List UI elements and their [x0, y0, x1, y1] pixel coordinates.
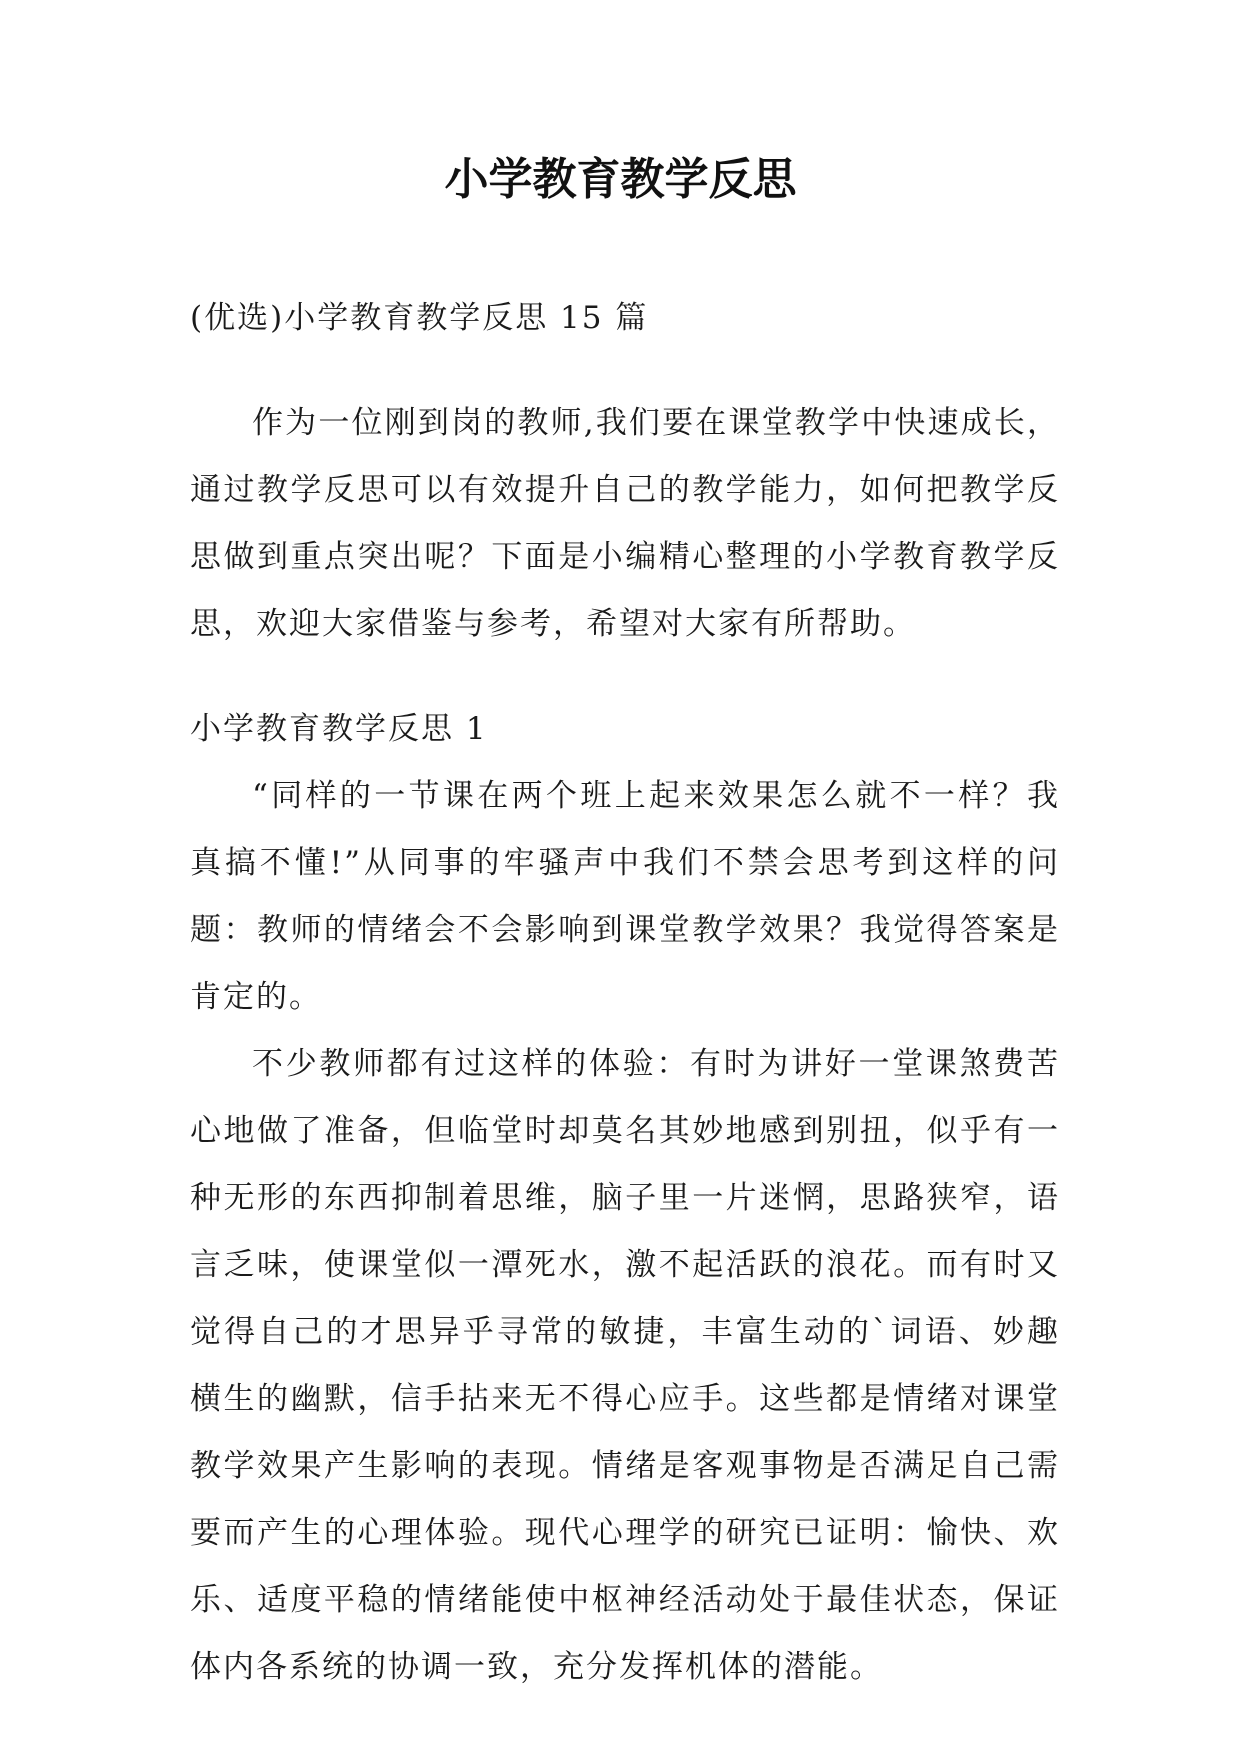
document-body	[190, 285, 1060, 1701]
document-subtitle: (优选)小学教育教学反思 15 篇	[190, 300, 649, 336]
intro-paragraph: 作为一位刚到岗的教师,我们要在课堂教学中快速成长，通过教学反思可以有效提升自己的教学能力，如何把教学反思做到重点突出呢？下面是小编精心整理的小学教育教学反思，欢迎大家借鉴与参考，希望对大家有所帮助。	[190, 405, 1060, 642]
document-title: 小学教育教学反思	[444, 154, 797, 205]
section-heading: 小学教育教学反思 1	[190, 711, 488, 747]
body-paragraph: 不少教师都有过这样的体验：有时为讲好一堂课煞费苦心地做了准备，但临堂时却莫名其妙地感到别扭，似乎有一种无形的东西抑制着思维，脑子里一片迷惘，思路狭窄，语言乏味，使课堂似一潭死水，激不起活跃的浪花。而有时又觉得自己的才思异乎寻常的敏捷，丰富生动的`词语、妙趣横生的幽默，信手拈来无不得心应手。这些都是情绪对课堂教学效果产生影响的表现。情绪是客观事物是否满足自己需要而产生的心理体验。现代心理学的研究已证明：愉快、欢乐、适度平稳的情绪能使中枢神经活动处于最佳状态，保证体内各系统的协调一致，充分发挥机体的潜能。	[190, 1046, 1060, 1685]
body-paragraph: “同样的一节课在两个班上起来效果怎么就不一样？我真搞不懂!”从同事的牢骚声中我们不禁会思考到这样的问题：教师的情绪会不会影响到课堂教学效果？我觉得答案是肯定的。	[190, 778, 1060, 1015]
